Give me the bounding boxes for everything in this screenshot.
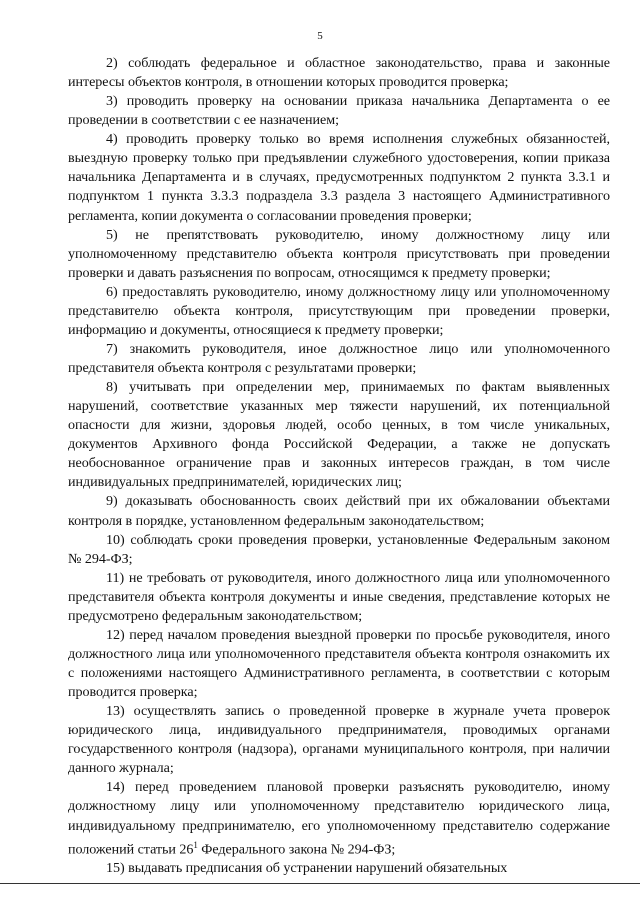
- list-item: 7) знакомить руководителя, иное должностное лицо или уполномоченного представителя объекта контроля с результатами проверки;: [68, 340, 610, 376]
- list-item: 15) выдавать предписания об устранении нарушений обязательных: [106, 860, 508, 877]
- page-bottom-rule: [0, 883, 640, 884]
- item-text-end: Федерального закона № 294-ФЗ;: [197, 841, 396, 858]
- list-item: 13) осуществлять запись о проведенной проверке в журнале учета проверок юридического лица, индивидуального предпринимателя, проводимых органами государственного контроля (надзора), органами муниципального контроля, при наличии данного журнала;: [68, 703, 610, 777]
- list-item: 12) перед началом проведения выездной проверки по просьбе руководителя, иного должностного лица или уполномоченного представителя объекта контроля ознакомить их с положениями настоящего Административного регламента, в соответствии с которым проводится проверка;: [68, 626, 610, 701]
- list-item: 10) соблюдать сроки проведения проверки, установленные Федеральным законом № 294-ФЗ;: [68, 531, 610, 567]
- list-item: [68, 778, 610, 859]
- list-item: 2) соблюдать федеральное и областное законодательство, права и законные интересы объектов контроля, в отношении которых проводится проверка;: [68, 55, 610, 91]
- list-item: 11) не требовать от руководителя, иного должностного лица или уполномоченного представителя объекта контроля документы и иные сведения, представление которых не предусмотрено федеральным законодательством;: [68, 569, 610, 624]
- list-item: 5) не препятствовать руководителю, иному должностному лицу или уполномоченному представителю объекта контроля присутствовать при проведении проверки и давать разъяснения по вопросам, относящимся к предмету проверки;: [68, 226, 610, 281]
- list-item: 6) предоставлять руководителю, иному должностному лицу или уполномоченному представителю объекта контроля, присутствующим при проведении проверки, информацию и документы, относящиеся к предмету проверки;: [68, 283, 610, 338]
- page-number: 5: [317, 30, 323, 42]
- list-item: 8) учитывать при определении мер, принимаемых по фактам выявленных нарушений, соответствие указанных мер тяжести нарушений, их потенциальной опасности для жизни, здоровья людей, особо ценных, в том числе уникальных, документов Архивного фонда Российской Федерации, а также не допускать необоснованное ограничение прав и законных интересов граждан, в том числе индивидуальных предпринимателей, юридических лиц;: [68, 379, 610, 491]
- list-item: 4) проводить проверку только во время исполнения служебных обязанностей, выездную проверку только при предъявлении служебного удостоверения, копии приказа начальника Департамента и в случаях, предусмотренных подпунктом 2 пункта 3.3.1 и подпунктом 1 пункта 3.3.3 подраздела 3.3 раздела 3 настоящего Административного регламента, копии документа о согласовании проведения проверки;: [68, 131, 610, 224]
- superscript: 1: [193, 839, 198, 850]
- item-text: 14) перед проведением плановой проверки разъяснять руководителю, иному должностному лицу или уполномоченному представителю юридического лица, индивидуальному предпринимателю, его уполномоченному представителю содержание положений статьи 26: [68, 779, 610, 858]
- document-body: [68, 54, 610, 878]
- list-item: 9) доказывать обоснованность своих действий при их обжаловании объектами контроля в порядке, установленном федеральным законодательством;: [68, 493, 610, 529]
- list-item: 3) проводить проверку на основании приказа начальника Департамента о ее проведении в соответствии с ее назначением;: [68, 93, 610, 129]
